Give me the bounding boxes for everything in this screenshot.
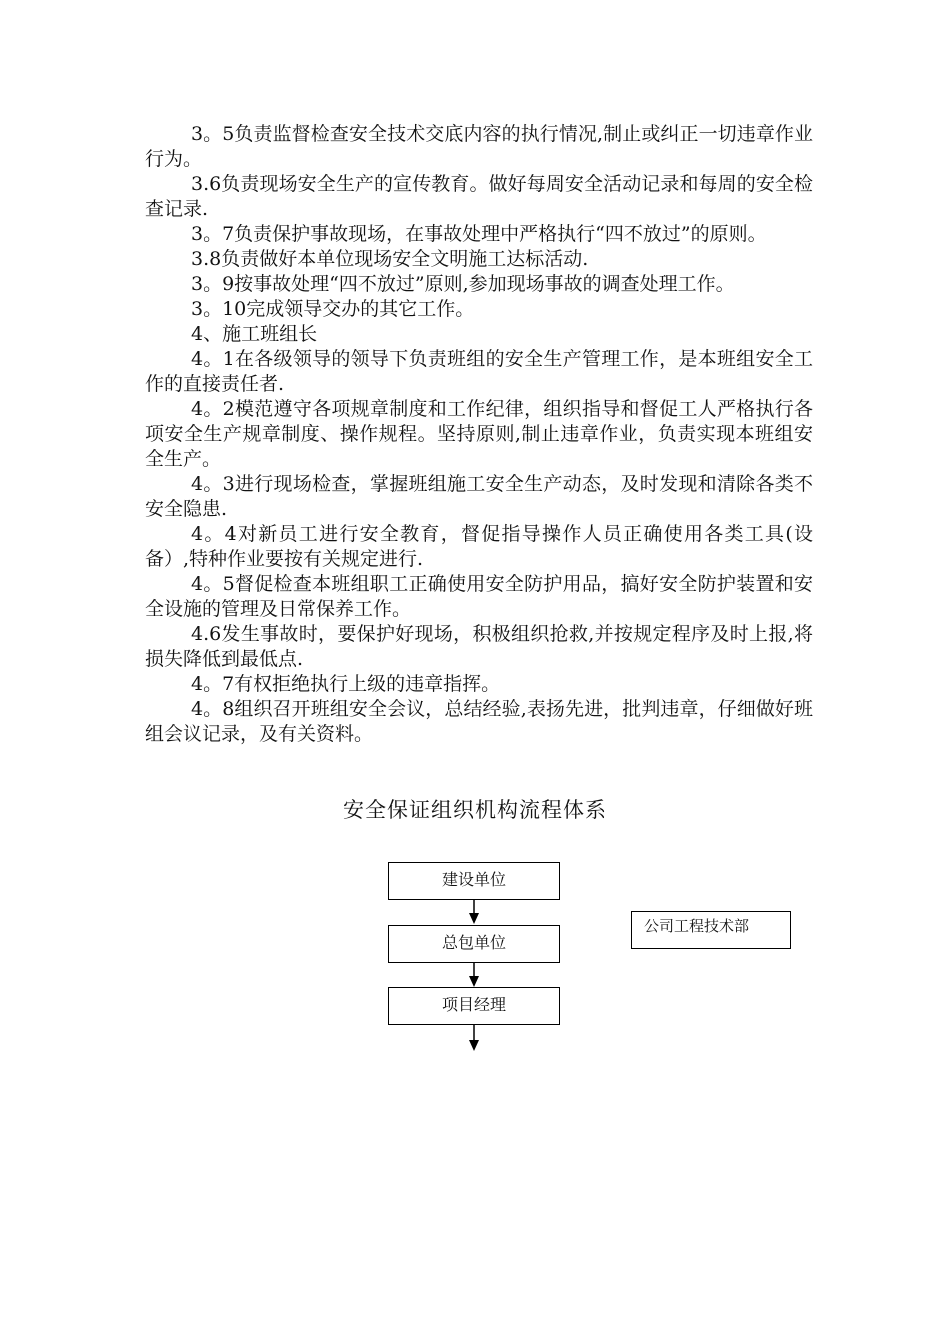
paragraph-4-7: 4。7有权拒绝执行上级的违章指挥。 xyxy=(191,673,501,695)
arrow-2 xyxy=(469,963,479,987)
paragraph-3-8: 3.8负责做好本单位现场安全文明施工达标活动. xyxy=(191,248,589,270)
paragraph-4-2: 4。2模范遵守各项规章制度和工作纪律，组织指导和督促工人严格执行各项安全生产规章制度、操作规程。坚持原则,制止违章作业，负责实现本班组安全生产。 xyxy=(145,398,813,470)
paragraph-4-6: 4.6发生事故时，要保护好现场，积极组织抢救,并按规定程序及时上报,将损失降低到最低点. xyxy=(145,623,813,670)
flow-box-project-manager: 项目经理 xyxy=(388,987,560,1025)
paragraph-4-8: 4。8组织召开班组安全会议，总结经验,表扬先进，批判违章，仔细做好班组会议记录，及有关资料。 xyxy=(145,698,813,745)
flow-box-engineering-dept: 公司工程技术部 xyxy=(631,911,791,949)
flow-box-owner: 建设单位 xyxy=(388,862,560,900)
paragraph-3-5: 3。5负责监督检查安全技术交底内容的执行情况,制止或纠正一切违章作业行为。 xyxy=(145,123,813,170)
paragraph-3-7: 3。7负责保护事故现场，在事故处理中严格执行“四不放过”的原则。 xyxy=(191,223,767,245)
paragraph-4-1: 4。1在各级领导的领导下负责班组的安全生产管理工作，是本班组安全工作的直接责任者. xyxy=(145,348,813,395)
section-heading-4: 4、施工班组长 xyxy=(191,323,318,345)
paragraph-4-4: 4。4对新员工进行安全教育，督促指导操作人员正确使用各类工具(设备）,特种作业要按有关规定进行. xyxy=(145,523,813,570)
body-text xyxy=(145,122,813,747)
paragraph-4-3: 4。3进行现场检查，掌握班组施工安全生产动态，及时发现和清除各类不安全隐患. xyxy=(145,473,813,520)
arrow-3 xyxy=(469,1025,479,1051)
paragraph-3-10: 3。10完成领导交办的其它工作。 xyxy=(191,298,475,320)
paragraph-3-9: 3。9按事故处理“四不放过”原则,参加现场事故的调查处理工作。 xyxy=(191,273,735,295)
flowchart-title: 安全保证组织机构流程体系 xyxy=(343,798,607,822)
paragraph-4-5: 4。5督促检查本班组职工正确使用安全防护用品，搞好安全防护装置和安全设施的管理及日常保养工作。 xyxy=(145,573,813,620)
paragraph-3-6: 3.6负责现场安全生产的宣传教育。做好每周安全活动记录和每周的安全检查记录. xyxy=(145,173,813,220)
arrow-1 xyxy=(469,900,479,924)
flow-box-general-contractor: 总包单位 xyxy=(388,925,560,963)
